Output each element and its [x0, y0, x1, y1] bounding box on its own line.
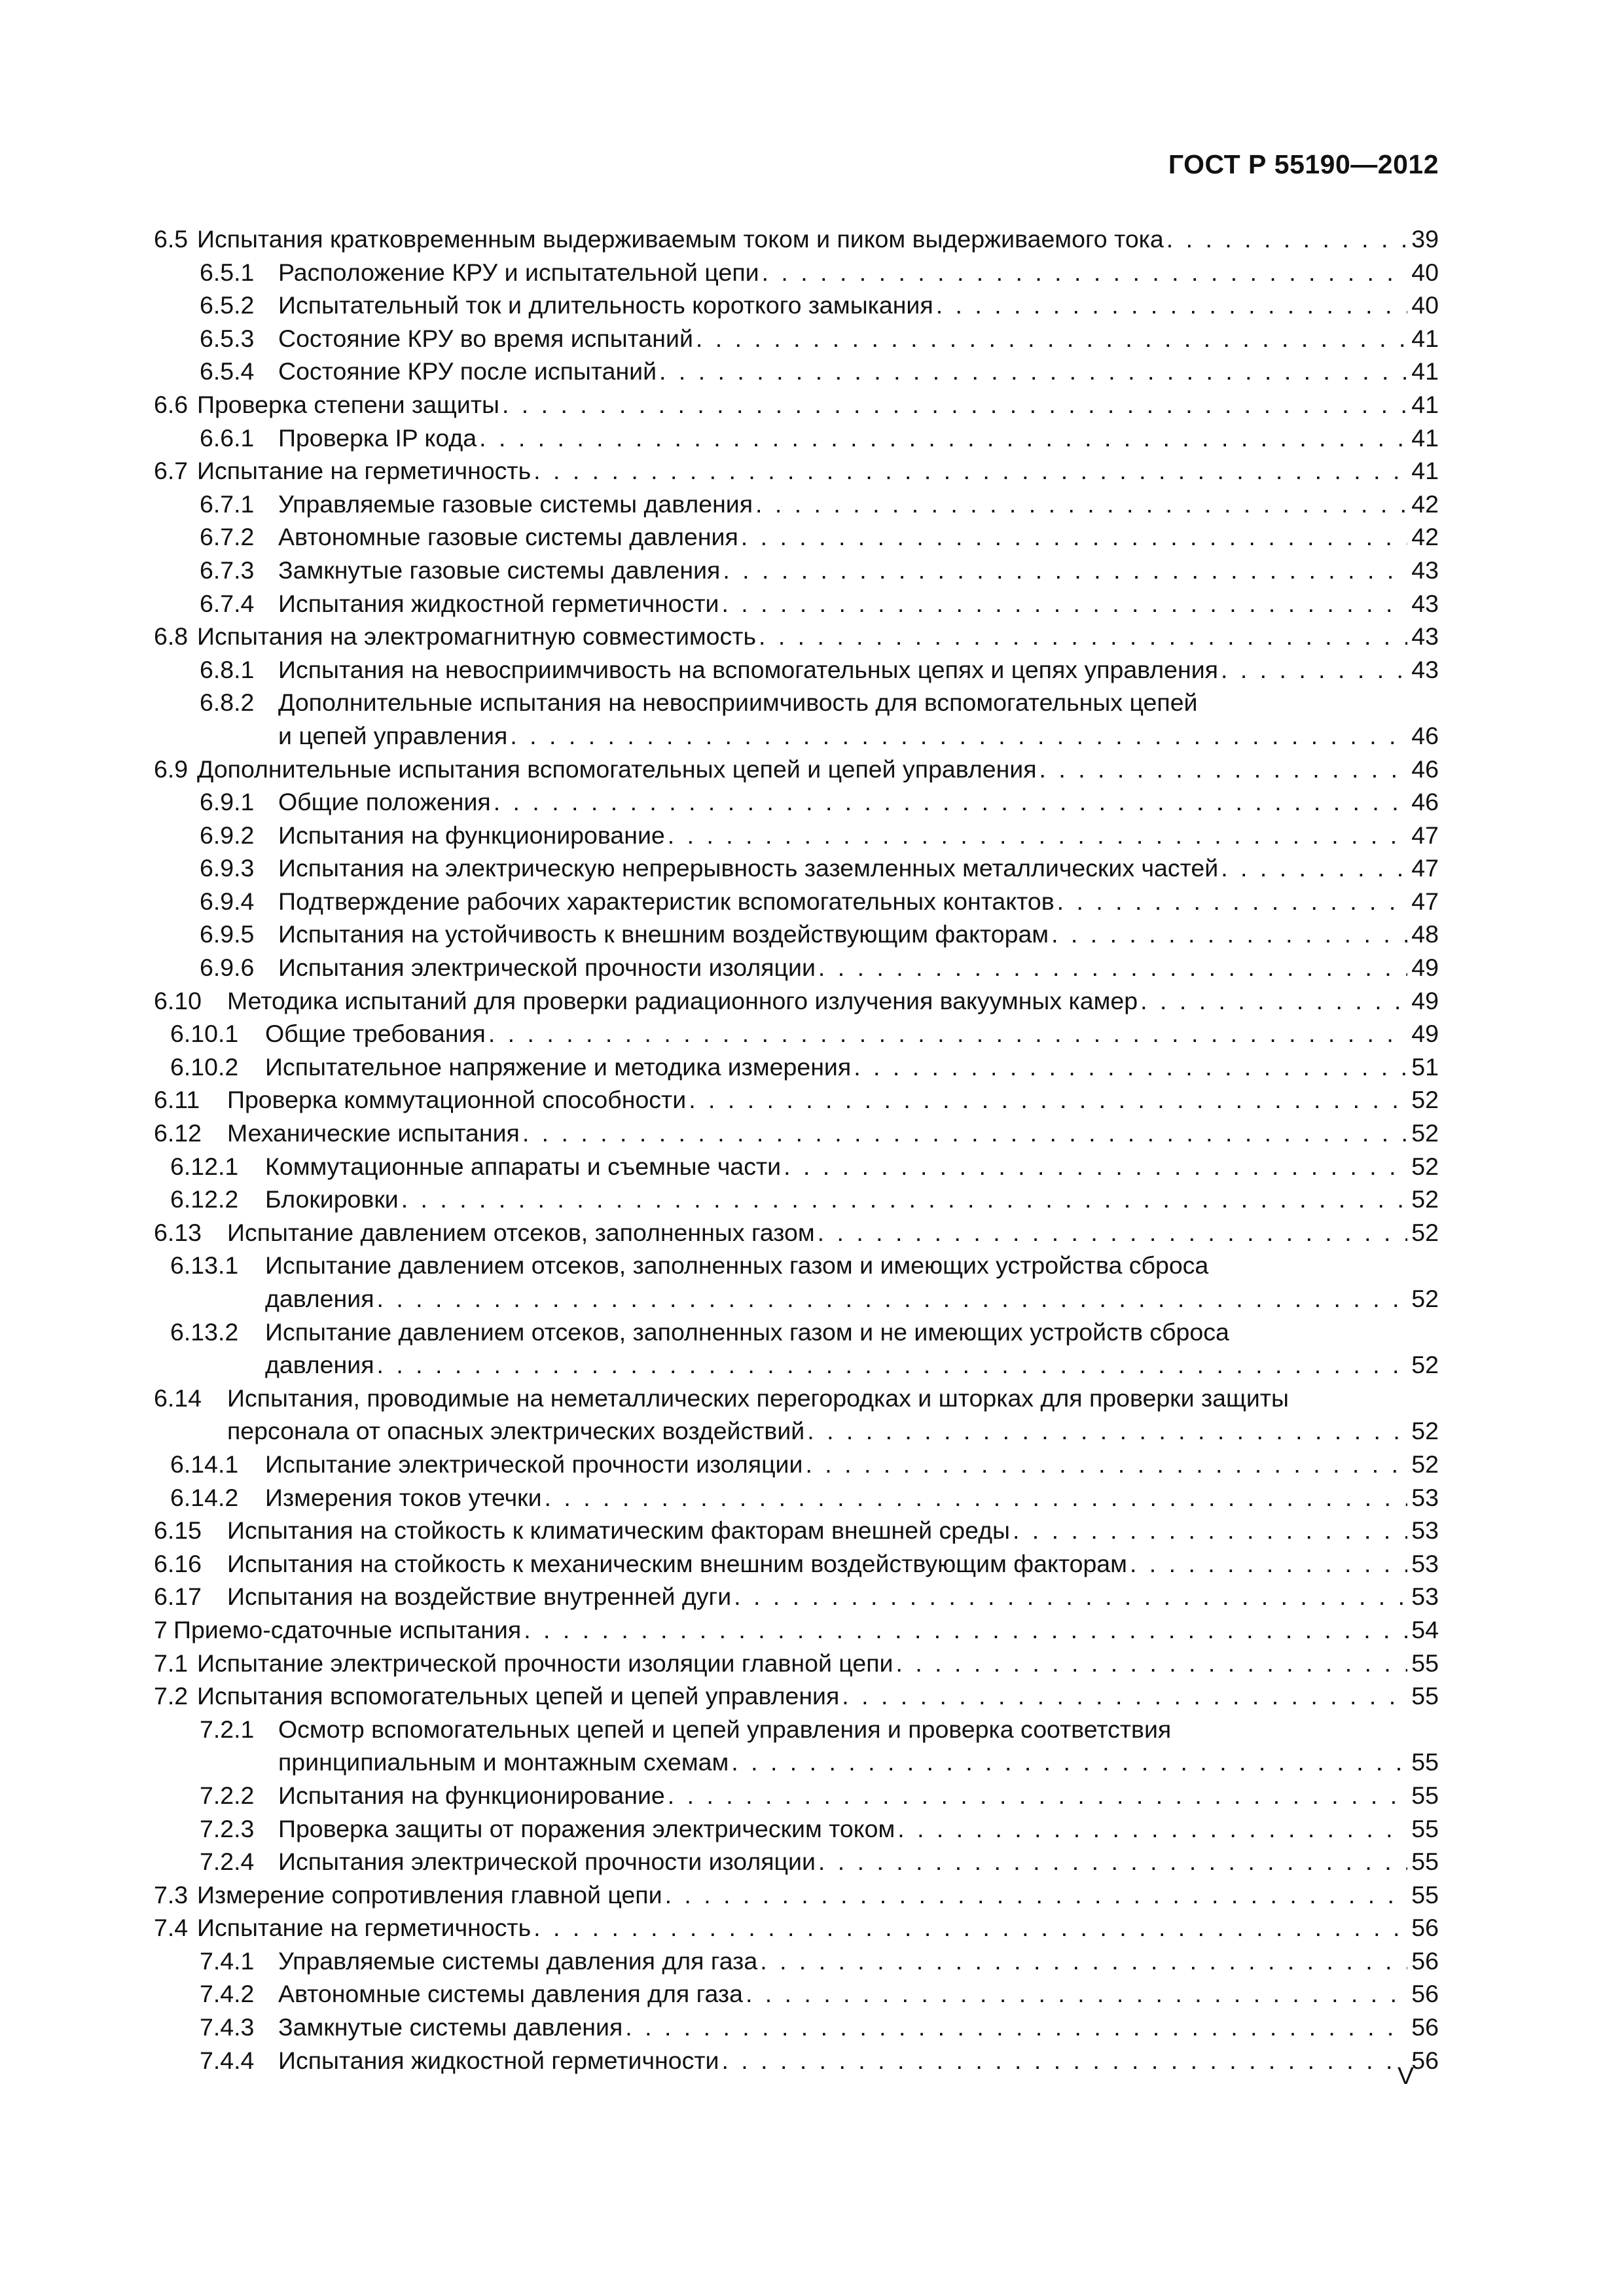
document-header: ГОСТ Р 55190—2012	[1168, 149, 1439, 179]
toc-entry-number: 7.2.2	[200, 1781, 255, 1809]
toc-entry[interactable]	[154, 1150, 1439, 1183]
toc-entry[interactable]	[154, 1878, 1439, 1912]
toc-entry-number: 6.7.2	[200, 523, 255, 551]
toc-leader-dots	[696, 322, 1407, 355]
toc-entry-number: 6.7.1	[200, 490, 255, 518]
toc-entry[interactable]	[154, 520, 1439, 554]
toc-leader-dots	[1051, 918, 1407, 951]
toc-entry-number: 6.5.3	[200, 324, 255, 352]
toc-entry-title: Блокировки	[265, 1185, 399, 1213]
toc-entry-page: 52	[1411, 1086, 1439, 1114]
toc-entry[interactable]	[154, 918, 1439, 951]
toc-entry-title: Автономные системы давления для газа	[278, 1980, 743, 2008]
toc-entry-page: 55	[1411, 1748, 1439, 1776]
toc-entry-page: 54	[1411, 1615, 1439, 1643]
toc-entry[interactable]	[154, 1547, 1439, 1581]
toc-entry-number: 6.5.2	[200, 291, 255, 319]
toc-entry-page: 48	[1411, 920, 1439, 948]
toc-entry-title: Испытания на невосприимчивость на вспомогательных цепях и цепях управления	[278, 655, 1218, 683]
toc-entry[interactable]	[154, 819, 1439, 852]
toc-entry-number: 6.5.1	[200, 258, 255, 286]
toc-entry-title: Дополнительные испытания вспомогательных цепей и цепей управления	[197, 755, 1037, 783]
toc-entry-number: 6.6	[154, 390, 189, 418]
toc-leader-dots	[659, 355, 1407, 388]
toc-entry-title: Общие требования	[265, 1020, 486, 1048]
toc-leader-dots	[721, 2044, 1407, 2077]
toc-leader-dots	[401, 1183, 1408, 1216]
toc-leader-dots	[1039, 753, 1408, 786]
toc-entry[interactable]	[154, 1481, 1439, 1515]
toc-entry[interactable]	[154, 1713, 1439, 1779]
toc-entry-title: Испытания на функционирование	[278, 1781, 665, 1809]
toc-leader-dots	[545, 1481, 1408, 1515]
toc-entry[interactable]	[154, 1083, 1439, 1117]
toc-entry[interactable]	[154, 785, 1439, 819]
toc-entry[interactable]	[154, 1945, 1439, 1978]
toc-entry-title: Механические испытания	[227, 1119, 520, 1147]
toc-entry[interactable]	[154, 355, 1439, 388]
toc-entry-page: 52	[1411, 1218, 1439, 1246]
toc-entry-page: 52	[1411, 1285, 1439, 1312]
toc-leader-dots	[533, 454, 1407, 488]
toc-entry-title: давления	[265, 1351, 374, 1379]
toc-entry[interactable]	[154, 554, 1439, 587]
table-of-contents	[154, 223, 1439, 2077]
toc-leader-dots	[723, 554, 1407, 587]
toc-leader-dots	[854, 1050, 1407, 1084]
toc-entry-page: 40	[1411, 291, 1439, 319]
toc-entry-title: Испытание давлением отсеков, заполненных газом	[227, 1218, 815, 1246]
toc-entry[interactable]	[154, 2044, 1439, 2077]
toc-leader-dots	[510, 719, 1407, 753]
toc-entry-page: 43	[1411, 655, 1439, 683]
toc-entry-title: Осмотр вспомогательных цепей и цепей управления и проверка соответствия	[278, 1715, 1172, 1743]
toc-entry-page: 55	[1411, 1649, 1439, 1677]
toc-entry-title: Испытательный ток и длительность короткого замыкания	[278, 291, 933, 319]
toc-entry-number: 6.10.2	[170, 1052, 239, 1081]
toc-entry-number: 6.9.6	[200, 954, 255, 982]
toc-entry-page: 47	[1411, 854, 1439, 882]
toc-entry-title: давления	[265, 1285, 374, 1312]
toc-leader-dots	[734, 1580, 1407, 1613]
toc-entry-title: Состояние КРУ после испытаний	[278, 357, 657, 386]
toc-entry[interactable]	[154, 223, 1439, 256]
toc-entry[interactable]	[154, 422, 1439, 455]
toc-entry-page: 47	[1411, 821, 1439, 849]
toc-entry-page: 43	[1411, 556, 1439, 584]
toc-entry-title: Испытания жидкостной герметичности	[278, 589, 719, 617]
toc-entry-title: Испытания кратковременным выдерживаемым током и пиком выдерживаемого тока	[197, 225, 1164, 253]
toc-entry-title: принципиальным и монтажным схемам	[278, 1748, 729, 1776]
toc-entry-number: 6.13.2	[170, 1318, 239, 1346]
toc-entry-number: 6.10.1	[170, 1020, 239, 1048]
toc-entry-title: и цепей управления	[278, 721, 508, 749]
toc-entry-number: 6.5	[154, 225, 189, 253]
toc-entry[interactable]	[154, 1448, 1439, 1481]
toc-leader-dots	[731, 1746, 1407, 1779]
toc-leader-dots	[1057, 885, 1408, 918]
toc-entry-page: 52	[1411, 1152, 1439, 1180]
toc-entry-title: Испытания на электромагнитную совместимость	[197, 622, 756, 651]
toc-leader-dots	[377, 1282, 1408, 1316]
toc-entry[interactable]	[154, 1050, 1439, 1084]
toc-entry[interactable]	[154, 1249, 1439, 1315]
toc-leader-dots	[759, 620, 1407, 653]
toc-entry-title: Испытания на электрическую непрерывность заземленных металлических частей	[278, 854, 1219, 882]
toc-leader-dots	[1221, 852, 1407, 885]
toc-entry-title: Коммутационные аппараты и съемные части	[265, 1152, 782, 1180]
toc-leader-dots	[818, 1216, 1408, 1249]
toc-entry-title: Проверка коммутационной способности	[227, 1086, 687, 1114]
toc-entry-number: 7.1	[154, 1649, 189, 1677]
toc-entry-title: Испытания на стойкость к механическим внешним воздействующим факторам	[227, 1549, 1127, 1577]
toc-entry-page: 40	[1411, 258, 1439, 286]
toc-entry[interactable]	[154, 1117, 1439, 1150]
toc-entry[interactable]	[154, 587, 1439, 620]
toc-entry-number: 6.11	[154, 1086, 200, 1114]
toc-entry-page: 52	[1411, 1450, 1439, 1478]
toc-leader-dots	[533, 1911, 1407, 1945]
toc-entry-title: Испытание на герметичность	[197, 457, 532, 485]
toc-entry-title: Подтверждение рабочих характеристик вспомогательных контактов	[278, 887, 1055, 915]
toc-entry[interactable]	[154, 653, 1439, 687]
toc-entry[interactable]	[154, 1977, 1439, 2011]
toc-entry-title: Испытания на воздействие внутренней дуги	[227, 1583, 732, 1611]
toc-entry-page: 41	[1411, 357, 1439, 386]
toc-entry-number: 7.4.4	[200, 2046, 255, 2074]
toc-entry-number: 6.9.1	[200, 788, 255, 816]
toc-entry[interactable]	[154, 1316, 1439, 1382]
toc-entry-page: 52	[1411, 1119, 1439, 1147]
toc-entry-number: 6.17	[154, 1583, 202, 1611]
toc-entry-title: Замкнутые газовые системы давления	[278, 556, 721, 584]
toc-entry-title: Измерение сопротивления главной цепи	[197, 1880, 662, 1909]
toc-leader-dots	[807, 1414, 1407, 1448]
toc-entry-number: 6.8	[154, 622, 189, 651]
toc-entry[interactable]	[154, 1514, 1439, 1547]
toc-leader-dots	[818, 951, 1407, 984]
toc-entry[interactable]	[154, 984, 1439, 1018]
toc-entry-number: 6.14.2	[170, 1483, 239, 1511]
toc-entry-number: 6.13.1	[170, 1251, 239, 1280]
toc-entry-title: Испытания электрической прочности изоляции	[278, 954, 816, 982]
toc-entry-number: 6.6.1	[200, 423, 255, 452]
toc-leader-dots	[784, 1150, 1407, 1183]
toc-entry-page: 55	[1411, 1848, 1439, 1876]
toc-entry-number: 7.3	[154, 1880, 189, 1909]
toc-entry-title: Состояние КРУ во время испытаний	[278, 324, 693, 352]
toc-entry-number: 7.2.1	[200, 1715, 255, 1743]
toc-entry[interactable]	[154, 885, 1439, 918]
toc-entry-title: Испытание давлением отсеков, заполненных газом и имеющих устройства сброса	[265, 1251, 1209, 1280]
toc-leader-dots	[818, 1845, 1407, 1878]
toc-entry-number: 6.15	[154, 1516, 202, 1545]
toc-entry[interactable]	[154, 951, 1439, 984]
toc-entry-number: 7.2	[154, 1682, 189, 1710]
toc-entry-number: 6.9.2	[200, 821, 255, 849]
toc-entry-number: 6.7.3	[200, 556, 255, 584]
toc-entry-page: 53	[1411, 1549, 1439, 1577]
toc-entry-number: 7.4	[154, 1914, 189, 1942]
toc-entry[interactable]	[154, 488, 1439, 521]
toc-leader-dots	[805, 1448, 1407, 1481]
toc-entry[interactable]	[154, 454, 1439, 488]
toc-entry-page: 49	[1411, 986, 1439, 1014]
toc-entry-page: 41	[1411, 423, 1439, 452]
toc-entry-page: 56	[1411, 1946, 1439, 1975]
toc-leader-dots	[895, 1647, 1407, 1680]
toc-entry[interactable]	[154, 322, 1439, 355]
toc-leader-dots	[377, 1348, 1408, 1382]
toc-entry-page: 52	[1411, 1351, 1439, 1379]
toc-entry-number: 6.10	[154, 986, 202, 1014]
toc-entry-page: 56	[1411, 1980, 1439, 2008]
toc-entry-page: 47	[1411, 887, 1439, 915]
toc-entry-page: 46	[1411, 721, 1439, 749]
toc-entry-number: 6.9.4	[200, 887, 255, 915]
toc-entry-number: 7.2.4	[200, 1848, 255, 1876]
toc-leader-dots	[1166, 223, 1408, 256]
toc-leader-dots	[721, 587, 1407, 620]
toc-entry-title: Проверка IP кода	[278, 423, 477, 452]
toc-entry-number: 7.4.1	[200, 1946, 255, 1975]
toc-entry-title: Испытание электрической прочности изоляции главной цепи	[197, 1649, 893, 1677]
toc-entry[interactable]	[154, 1911, 1439, 1945]
toc-entry-title: Испытание электрической прочности изоляции	[265, 1450, 803, 1478]
toc-entry[interactable]	[154, 2011, 1439, 2044]
toc-entry-title: Испытательное напряжение и методика измерения	[265, 1052, 852, 1081]
toc-entry-number: 6.12.2	[170, 1185, 239, 1213]
toc-entry-title: Испытания вспомогательных цепей и цепей управления	[197, 1682, 840, 1710]
toc-entry-number: 7.2.3	[200, 1814, 255, 1842]
toc-leader-dots	[494, 785, 1408, 819]
toc-entry-page: 49	[1411, 954, 1439, 982]
toc-leader-dots	[1140, 984, 1407, 1018]
toc-entry-number: 6.8.2	[200, 689, 255, 717]
toc-leader-dots	[665, 1878, 1408, 1912]
toc-entry-title: Измерения токов утечки	[265, 1483, 542, 1511]
toc-entry-title: Расположение КРУ и испытательной цепи	[278, 258, 759, 286]
toc-entry-page: 43	[1411, 622, 1439, 651]
page-number: V	[1398, 2062, 1415, 2089]
toc-entry-page: 46	[1411, 788, 1439, 816]
toc-leader-dots	[689, 1083, 1407, 1117]
toc-entry[interactable]	[154, 1647, 1439, 1680]
toc-leader-dots	[479, 422, 1407, 455]
toc-entry-page: 41	[1411, 390, 1439, 418]
toc-entry-title: Дополнительные испытания на невосприимчивость для вспомогательных цепей	[278, 689, 1198, 717]
toc-leader-dots	[502, 388, 1407, 422]
toc-entry-page: 49	[1411, 1020, 1439, 1048]
toc-leader-dots	[842, 1679, 1407, 1713]
toc-entry[interactable]	[154, 1183, 1439, 1216]
toc-entry-title: Управляемые газовые системы давления	[278, 490, 753, 518]
toc-entry-number: 6.8.1	[200, 655, 255, 683]
toc-entry-number: 6.7.4	[200, 589, 255, 617]
toc-entry-number: 7	[154, 1615, 168, 1643]
toc-entry[interactable]	[154, 1216, 1439, 1249]
toc-entry[interactable]	[154, 620, 1439, 653]
toc-entry-page: 41	[1411, 457, 1439, 485]
toc-entry-page: 56	[1411, 2013, 1439, 2041]
toc-entry[interactable]	[154, 1779, 1439, 1812]
toc-entry-page: 55	[1411, 1880, 1439, 1909]
toc-entry[interactable]	[154, 256, 1439, 289]
toc-entry-title: персонала от опасных электрических воздействий	[227, 1417, 805, 1445]
toc-entry-number: 6.9.3	[200, 854, 255, 882]
toc-entry-title: Замкнутые системы давления	[278, 2013, 623, 2041]
toc-leader-dots	[1130, 1547, 1407, 1581]
toc-leader-dots	[936, 289, 1408, 322]
toc-entry-page: 53	[1411, 1483, 1439, 1511]
toc-entry[interactable]	[154, 1845, 1439, 1878]
toc-entry-page: 51	[1411, 1052, 1439, 1081]
toc-entry[interactable]	[154, 686, 1439, 752]
toc-leader-dots	[762, 256, 1408, 289]
toc-entry[interactable]	[154, 289, 1439, 322]
toc-entry-page: 52	[1411, 1185, 1439, 1213]
toc-entry-number: 6.16	[154, 1549, 202, 1577]
toc-leader-dots	[1221, 653, 1407, 687]
toc-entry-title: Испытания на функционирование	[278, 821, 665, 849]
toc-leader-dots	[741, 520, 1408, 554]
toc-entry-title: Испытания жидкостной герметичности	[278, 2046, 719, 2074]
toc-entry[interactable]	[154, 753, 1439, 786]
toc-entry[interactable]	[154, 1679, 1439, 1713]
toc-leader-dots	[524, 1613, 1407, 1647]
toc-entry-title: Проверка степени защиты	[197, 390, 499, 418]
toc-entry-page: 53	[1411, 1516, 1439, 1545]
toc-entry-page: 39	[1411, 225, 1439, 253]
toc-entry-page: 55	[1411, 1682, 1439, 1710]
toc-entry-number: 7.4.3	[200, 2013, 255, 2041]
toc-entry-page: 55	[1411, 1781, 1439, 1809]
toc-entry-number: 6.12	[154, 1119, 202, 1147]
toc-entry[interactable]	[154, 1580, 1439, 1613]
toc-entry-title: Испытания на устойчивость к внешним воздействующим факторам	[278, 920, 1049, 948]
toc-entry-number: 6.13	[154, 1218, 202, 1246]
toc-entry-page: 53	[1411, 1583, 1439, 1611]
toc-entry-page: 46	[1411, 755, 1439, 783]
toc-entry-page: 55	[1411, 1814, 1439, 1842]
toc-entry[interactable]	[154, 388, 1439, 422]
toc-leader-dots	[897, 1812, 1407, 1846]
toc-entry[interactable]	[154, 1382, 1439, 1448]
toc-entry-title: Испытание на герметичность	[197, 1914, 532, 1942]
toc-entry-page: 42	[1411, 523, 1439, 551]
toc-entry-number: 7.4.2	[200, 1980, 255, 2008]
toc-entry-title: Испытания на стойкость к климатическим факторам внешней среды	[227, 1516, 1010, 1545]
toc-entry-page: 52	[1411, 1417, 1439, 1445]
toc-entry[interactable]	[154, 1613, 1439, 1647]
toc-entry-number: 6.14.1	[170, 1450, 239, 1478]
toc-entry-title: Испытания электрической прочности изоляции	[278, 1848, 816, 1876]
toc-entry[interactable]	[154, 1812, 1439, 1846]
toc-entry-number: 6.5.4	[200, 357, 255, 386]
toc-entry-page: 41	[1411, 324, 1439, 352]
toc-leader-dots	[488, 1017, 1407, 1050]
toc-entry[interactable]	[154, 1017, 1439, 1050]
toc-entry-page: 56	[1411, 2046, 1439, 2074]
toc-entry-title: Проверка защиты от поражения электрическим током	[278, 1814, 895, 1842]
toc-entry-number: 6.12.1	[170, 1152, 239, 1180]
toc-entry-number: 6.9	[154, 755, 189, 783]
toc-entry-number: 6.7	[154, 457, 189, 485]
toc-entry-title: Методика испытаний для проверки радиационного излучения вакуумных камер	[227, 986, 1138, 1014]
toc-entry-title: Управляемые системы давления для газа	[278, 1946, 758, 1975]
toc-entry-page: 42	[1411, 490, 1439, 518]
toc-entry[interactable]	[154, 852, 1439, 885]
toc-entry-title: Испытания, проводимые на неметаллических перегородках и шторках для проверки защиты	[227, 1384, 1289, 1412]
toc-entry-page: 43	[1411, 589, 1439, 617]
toc-leader-dots	[746, 1977, 1407, 2011]
toc-leader-dots	[1013, 1514, 1407, 1547]
toc-leader-dots	[755, 488, 1407, 521]
toc-entry-title: Испытание давлением отсеков, заполненных газом и не имеющих устройств сброса	[265, 1318, 1229, 1346]
toc-entry-page: 56	[1411, 1914, 1439, 1942]
toc-entry-number: 6.14	[154, 1384, 202, 1412]
toc-leader-dots	[760, 1945, 1407, 1978]
toc-leader-dots	[668, 1779, 1408, 1812]
toc-leader-dots	[522, 1117, 1407, 1150]
toc-entry-number: 6.9.5	[200, 920, 255, 948]
toc-entry-title: Автономные газовые системы давления	[278, 523, 738, 551]
toc-entry-title: Общие положения	[278, 788, 491, 816]
toc-leader-dots	[625, 2011, 1407, 2044]
toc-leader-dots	[668, 819, 1408, 852]
toc-entry-title: Приемо-сдаточные испытания	[173, 1615, 522, 1643]
